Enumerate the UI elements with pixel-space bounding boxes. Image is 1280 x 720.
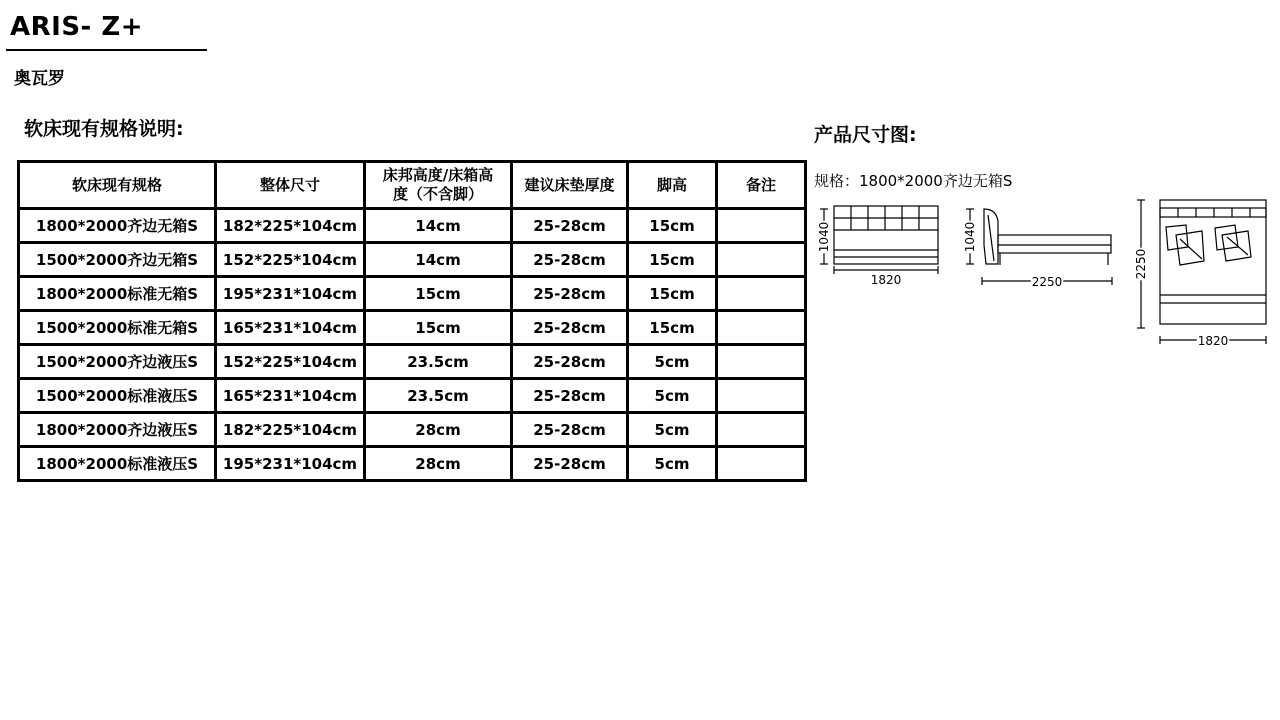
table-cell: 5cm <box>628 379 717 413</box>
front-width-label: 1820 <box>870 273 902 287</box>
table-cell: 1500*2000齐边无箱S <box>19 243 216 277</box>
table-cell: 1500*2000标准无箱S <box>19 311 216 345</box>
table-cell: 152*225*104cm <box>216 243 365 277</box>
table-cell <box>717 413 806 447</box>
table-cell: 165*231*104cm <box>216 311 365 345</box>
column-header: 床邦高度/床箱高度（不含脚） <box>365 162 512 209</box>
table-cell <box>717 209 806 243</box>
table-cell: 1500*2000标准液压S <box>19 379 216 413</box>
table-cell: 28cm <box>365 413 512 447</box>
table-cell: 25-28cm <box>512 413 628 447</box>
diagram-spec-caption: 规格：1800*2000齐边无箱S <box>814 172 1013 190</box>
column-header: 整体尺寸 <box>216 162 365 209</box>
table-cell: 25-28cm <box>512 345 628 379</box>
table-cell: 15cm <box>365 277 512 311</box>
side-height-label: 1040 <box>963 221 977 253</box>
table-cell: 5cm <box>628 345 717 379</box>
product-title: ARIS- Z+ <box>10 12 144 42</box>
table-cell: 15cm <box>628 209 717 243</box>
spec-table <box>17 160 807 482</box>
title-underline <box>6 49 207 51</box>
column-header: 脚高 <box>628 162 717 209</box>
table-header-row <box>19 162 806 209</box>
table-cell: 25-28cm <box>512 209 628 243</box>
table-row <box>19 413 806 447</box>
table-cell: 14cm <box>365 209 512 243</box>
table-cell: 195*231*104cm <box>216 277 365 311</box>
table-cell: 15cm <box>628 243 717 277</box>
table-cell: 25-28cm <box>512 277 628 311</box>
front-view-drawing <box>817 206 938 287</box>
table-row <box>19 209 806 243</box>
product-subtitle: 奥瓦罗 <box>14 69 65 89</box>
side-length-label: 2250 <box>1031 275 1063 289</box>
table-row <box>19 243 806 277</box>
table-cell: 182*225*104cm <box>216 209 365 243</box>
table-cell: 1500*2000齐边液压S <box>19 345 216 379</box>
column-header: 备注 <box>717 162 806 209</box>
table-row <box>19 277 806 311</box>
front-height-label: 1040 <box>817 221 831 253</box>
table-cell <box>717 277 806 311</box>
table-cell: 25-28cm <box>512 311 628 345</box>
table-cell: 1800*2000齐边无箱S <box>19 209 216 243</box>
table-heading: 软床现有规格说明: <box>24 118 184 140</box>
table-cell <box>717 379 806 413</box>
table-cell: 182*225*104cm <box>216 413 365 447</box>
table-cell <box>717 243 806 277</box>
table-cell: 15cm <box>365 311 512 345</box>
table-cell: 165*231*104cm <box>216 379 365 413</box>
table-cell: 25-28cm <box>512 243 628 277</box>
table-cell: 14cm <box>365 243 512 277</box>
table-cell: 5cm <box>628 447 717 481</box>
table-row <box>19 447 806 481</box>
table-cell: 1800*2000齐边液压S <box>19 413 216 447</box>
table-row <box>19 311 806 345</box>
table-cell: 195*231*104cm <box>216 447 365 481</box>
diagram-heading: 产品尺寸图: <box>814 124 917 146</box>
table-row <box>19 379 806 413</box>
table-cell: 25-28cm <box>512 447 628 481</box>
table-cell: 5cm <box>628 413 717 447</box>
table-cell: 1800*2000标准无箱S <box>19 277 216 311</box>
table-cell: 23.5cm <box>365 345 512 379</box>
table-cell: 25-28cm <box>512 379 628 413</box>
table-cell: 15cm <box>628 311 717 345</box>
dimension-diagrams <box>810 195 1270 355</box>
table-cell: 152*225*104cm <box>216 345 365 379</box>
top-width-label: 1820 <box>1197 334 1229 348</box>
table-cell: 23.5cm <box>365 379 512 413</box>
column-header: 软床现有规格 <box>19 162 216 209</box>
top-view-drawing <box>1134 200 1266 348</box>
table-cell <box>717 345 806 379</box>
column-header: 建议床垫厚度 <box>512 162 628 209</box>
table-cell <box>717 311 806 345</box>
table-cell: 28cm <box>365 447 512 481</box>
table-cell: 1800*2000标准液压S <box>19 447 216 481</box>
table-cell: 15cm <box>628 277 717 311</box>
table-row <box>19 345 806 379</box>
table-cell <box>717 447 806 481</box>
side-view-drawing <box>963 209 1112 289</box>
top-length-label: 2250 <box>1134 248 1148 280</box>
